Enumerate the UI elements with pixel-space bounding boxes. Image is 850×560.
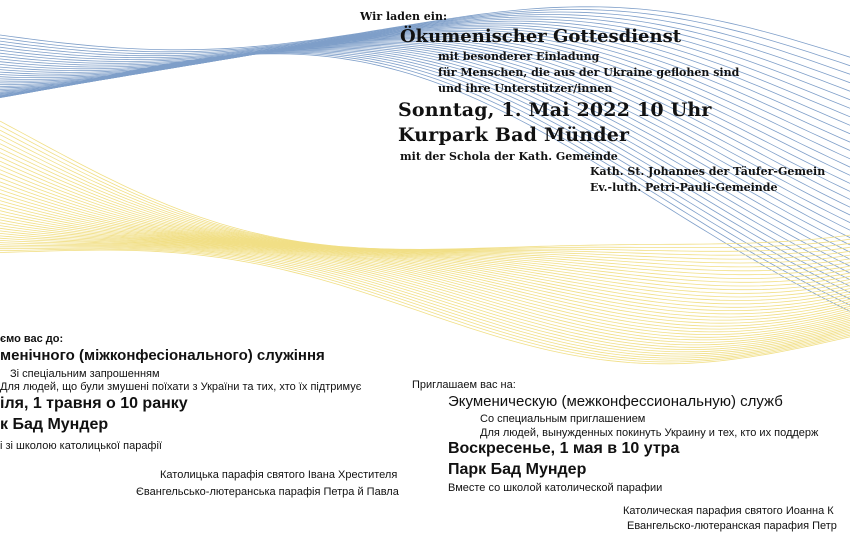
ukrainian-line2: Для людей, що були змушені поїхати з України та тих, хто їх підтримує [0,381,362,393]
ukrainian-title: менічного (міжконфесіонального) служіння [0,347,325,364]
german-invite: Wir laden ein: [360,10,448,23]
german-line3: und ihre Unterstützer/innen [438,82,613,95]
russian-schola: Вместе со школой католической парафии [448,482,663,494]
wave-line [0,247,850,358]
german-place: Kurpark Bad Münder [398,124,630,146]
russian-date: Воскресенье, 1 мая в 10 утра [448,440,680,457]
german-line1: mit besonderer Einladung [438,50,600,63]
german-parish-lutheran: Ev.-luth. Petri-Pauli-Gemeinde [590,181,778,194]
russian-parish-catholic: Католическая парафия святого Иоанна К [623,505,834,517]
german-schola: mit der Schola der Kath. Gemeinde [400,150,618,163]
ukrainian-schola: і зі школою католицької парафії [0,440,162,452]
ukrainian-date: іля, 1 травня о 10 ранку [0,395,188,412]
german-line2: für Menschen, die aus der Ukraine geflohen sind [438,66,740,79]
ukrainian-place: к Бад Мундер [0,416,109,433]
russian-parish-lutheran: Евангельско-лютеранская парафия Петр [627,520,837,532]
german-date: Sonntag, 1. Mai 2022 10 Uhr [398,99,712,121]
ukrainian-line1: Зі спеціальним запрошенням [10,368,160,380]
russian-line1: Со специальным приглашением [480,413,646,425]
ukrainian-invite: ємо вас до: [0,333,64,345]
russian-invite: Приглашаем вас на: [412,379,516,391]
wave-line [0,207,850,320]
ukrainian-parish-lutheran: Євангельсько-лютеранська парафія Петра й Павла [136,486,399,498]
wave-line [0,220,850,332]
russian-place: Парк Бад Мундер [448,461,587,478]
german-title: Ökumenischer Gottesdienst [400,26,682,47]
german-parish-catholic: Kath. St. Johannes der Täufer-Gemein [590,165,826,178]
russian-title: Экуменическую (межконфессиональную) служб [448,393,783,410]
russian-line2: Для людей, вынужденных покинуть Украину и тех, кто их поддерж [480,427,819,439]
ukrainian-parish-catholic: Католицька парафія святого Івана Хрестителя [160,469,398,481]
